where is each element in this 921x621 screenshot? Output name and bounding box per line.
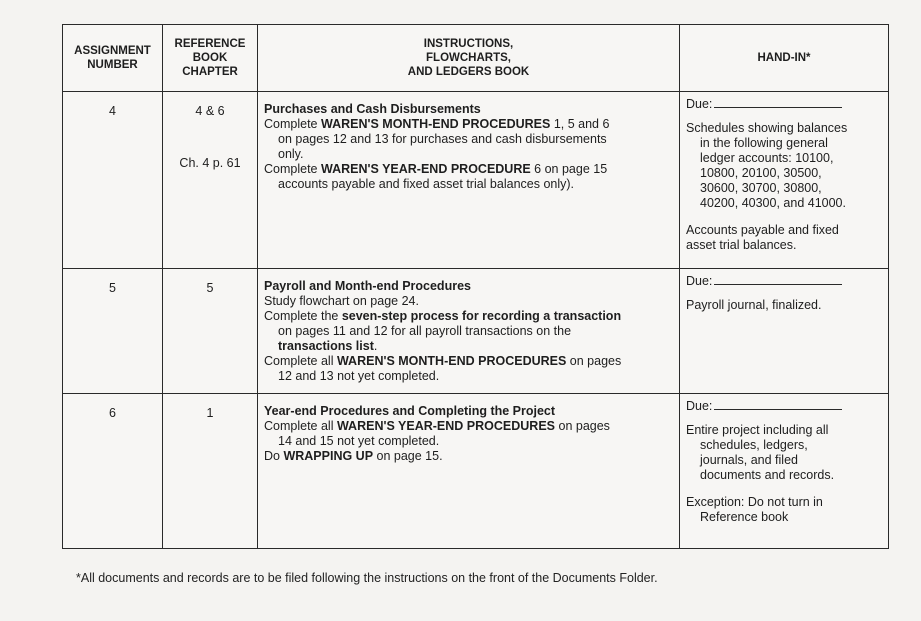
reference-chapter-cell — [163, 92, 258, 269]
section-title: Year-end Procedures and Completing the Project — [264, 404, 556, 418]
table-header-row — [63, 25, 889, 92]
instructions-cell: Purchases and Cash Disbursements Complete WAREN'S MONTH-END PROCEDURES 1, 5 and 6 on pages 12 and 13 for purchases and cash disbursements only. Complete WAREN'S YEAR-END PROCEDURE 6 on page 15 accounts payable and fixed asset trial balances only). — [258, 92, 680, 269]
instructions-cell: Payroll and Month-end Procedures Study flowchart on page 24. Complete the seven-step process for recording a transaction on pages 11 and 12 for all payroll transactions on the transactions list. Complete all WAREN'S MONTH-END PROCEDURES on pages 12 and 13 not yet completed. — [258, 269, 680, 394]
chapter-note: Ch. 4 p. 61 — [179, 156, 241, 170]
footnote: *All documents and records are to be filed following the instructions on the front of the Documents Folder. — [76, 571, 658, 585]
chapter-value: 4 & 6 — [195, 104, 225, 118]
hand-in-cell: Due: Entire project including all schedules, ledgers, journals, and filed documents and records. Exception: Do not turn in Reference book — [680, 394, 889, 549]
hand-in-cell: Due: Schedules showing balances in the following general ledger accounts: 10100, 10800, 20100, 30500, 30600, 30700, 30800, 40200, 40300, and 41000. Accounts payable and fixed asset trial balances. — [680, 92, 889, 269]
header-reference-book-chapter: REFERENCE BOOK CHAPTER — [163, 25, 258, 92]
assignment-number-cell: 6 — [63, 394, 163, 549]
table-row — [63, 394, 889, 549]
header-instructions: INSTRUCTIONS, FLOWCHARTS, AND LEDGERS BOOK — [258, 25, 680, 92]
assignment-table — [62, 24, 889, 549]
table-row — [63, 269, 889, 394]
table-row — [63, 92, 889, 269]
section-title: Payroll and Month-end Procedures — [264, 279, 471, 293]
assignment-number-cell: 5 — [63, 269, 163, 394]
due-date-field[interactable]: Due: — [686, 273, 882, 289]
header-hand-in: HAND-IN* — [680, 25, 889, 92]
header-assignment-number: ASSIGNMENT NUMBER — [63, 25, 163, 92]
reference-chapter-cell: 1 — [163, 394, 258, 549]
instructions-cell: Year-end Procedures and Completing the Project Complete all WAREN'S YEAR-END PROCEDURES on pages 14 and 15 not yet completed. Do WRAPPING UP on page 15. — [258, 394, 680, 549]
due-date-field[interactable]: Due: — [686, 96, 882, 112]
assignment-number-cell: 4 — [63, 92, 163, 269]
due-date-field[interactable]: Due: — [686, 398, 882, 414]
section-title: Purchases and Cash Disbursements — [264, 102, 481, 116]
reference-chapter-cell: 5 — [163, 269, 258, 394]
hand-in-cell: Due: Payroll journal, finalized. — [680, 269, 889, 394]
